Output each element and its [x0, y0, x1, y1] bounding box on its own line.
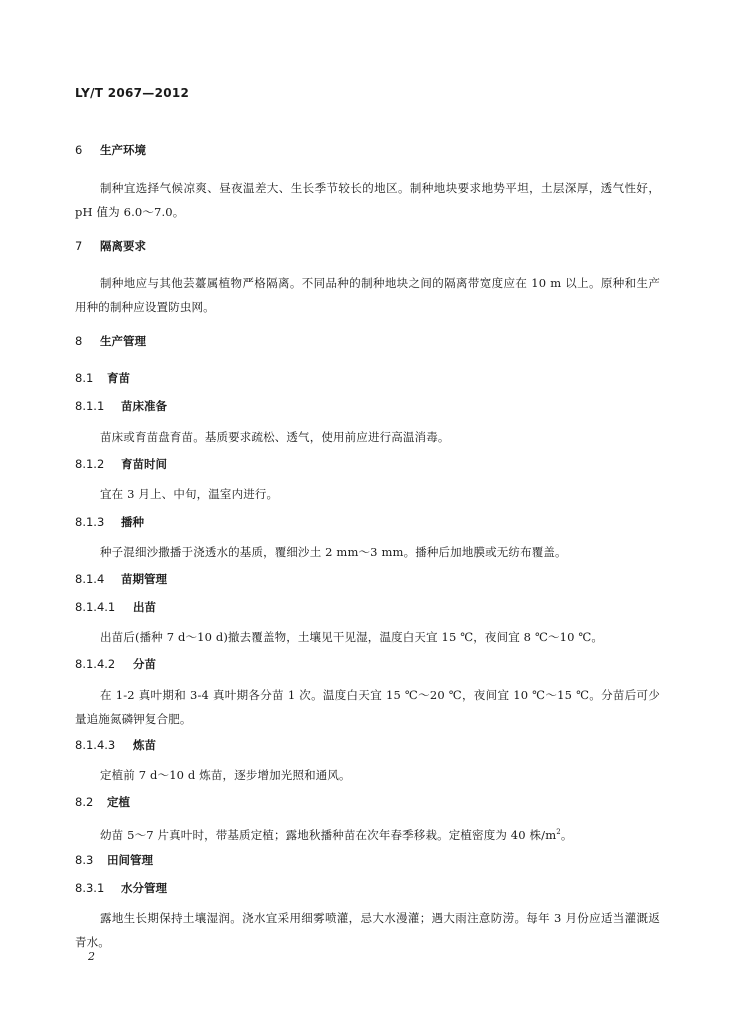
section-number: 8.1.3 — [75, 515, 105, 529]
section-heading — [75, 656, 156, 672]
section-heading — [75, 737, 156, 753]
section-title: 育苗时间 — [121, 457, 167, 471]
paragraph: 出苗后(播种 7 d～10 d)撤去覆盖物，土壤见干见湿，温度白天宜 15 ℃，夜间宜 8 ℃～10 ℃。 — [100, 630, 604, 644]
paragraph: 露地生长期保持土壤湿润。浇水宜采用细雾喷灌，忌大水漫灌；遇大雨注意防涝。每年 3 月份应适当灌溉返青水。 — [75, 911, 660, 949]
paragraph-text: 。 — [560, 827, 573, 842]
section-title: 苗床准备 — [121, 399, 167, 413]
section-title: 育苗 — [107, 371, 130, 385]
section-heading — [75, 571, 167, 587]
paragraph — [75, 820, 660, 847]
section-heading — [75, 333, 146, 349]
paragraph: 宜在 3 月上、中旬，温室内进行。 — [100, 487, 279, 501]
paragraph: 在 1-2 真叶期和 3-4 真叶期各分苗 1 次。温度白天宜 15 ℃～20 ℃，夜间宜 10 ℃～15 ℃。分苗后可少量追施氮磷钾复合肥。 — [75, 688, 660, 726]
section-number: 8.2 — [75, 795, 94, 809]
paragraph: 种子混细沙撒播于浇透水的基质，覆细沙土 2 mm～3 mm。播种后加地膜或无纺布覆盖。 — [100, 545, 567, 559]
section-number: 8 — [75, 334, 83, 348]
section-number: 8.3 — [75, 853, 94, 867]
section-title: 隔离要求 — [100, 239, 146, 253]
section-heading — [75, 794, 130, 810]
section-title: 生产管理 — [100, 334, 146, 348]
section-title: 苗期管理 — [121, 572, 167, 586]
section-number: 8.1.1 — [75, 399, 105, 413]
section-title: 播种 — [121, 515, 144, 529]
paragraph-text: 幼苗 5～7 片真叶时，带基质定植；露地秋播种苗在次年春季移栽。定植密度为 40 株/m — [100, 827, 557, 842]
section-title: 田间管理 — [107, 853, 153, 867]
section-number: 8.1.4.2 — [75, 657, 116, 671]
page-number: 2 — [88, 950, 95, 963]
section-title: 分苗 — [133, 657, 156, 671]
section-title: 出苗 — [133, 600, 156, 614]
section-heading — [75, 599, 156, 615]
section-number: 8.1.2 — [75, 457, 105, 471]
section-number: 8.1.4.1 — [75, 600, 116, 614]
section-number: 6 — [75, 143, 83, 157]
section-title: 定植 — [107, 795, 130, 809]
section-title: 水分管理 — [121, 881, 167, 895]
section-heading — [75, 852, 153, 868]
section-number: 8.3.1 — [75, 881, 105, 895]
superscript: 2 — [556, 828, 561, 836]
section-heading — [75, 238, 146, 254]
section-number: 8.1 — [75, 371, 94, 385]
section-heading — [75, 142, 146, 158]
section-heading — [75, 398, 167, 414]
paragraph: 苗床或育苗盘育苗。基质要求疏松、透气，使用前应进行高温消毒。 — [100, 430, 450, 444]
section-heading — [75, 514, 144, 530]
section-heading — [75, 370, 130, 386]
section-heading — [75, 880, 167, 896]
section-number: 7 — [75, 239, 83, 253]
section-heading — [75, 456, 167, 472]
section-title: 炼苗 — [133, 738, 156, 752]
standard-code: LY/T 2067—2012 — [75, 86, 190, 100]
section-number: 8.1.4.3 — [75, 738, 116, 752]
paragraph: 制种宜选择气候凉爽、昼夜温差大、生长季节较长的地区。制种地块要求地势平坦，土层深厚，透气性好，pH 值为 6.0～7.0。 — [75, 181, 660, 219]
paragraph: 制种地应与其他芸薹属植物严格隔离。不同品种的制种地块之间的隔离带宽度应在 10 m 以上。原种和生产用种的制种应设置防虫网。 — [75, 276, 660, 314]
paragraph: 定植前 7 d～10 d 炼苗，逐步增加光照和通风。 — [100, 768, 351, 782]
section-number: 8.1.4 — [75, 572, 105, 586]
section-title: 生产环境 — [100, 143, 146, 157]
